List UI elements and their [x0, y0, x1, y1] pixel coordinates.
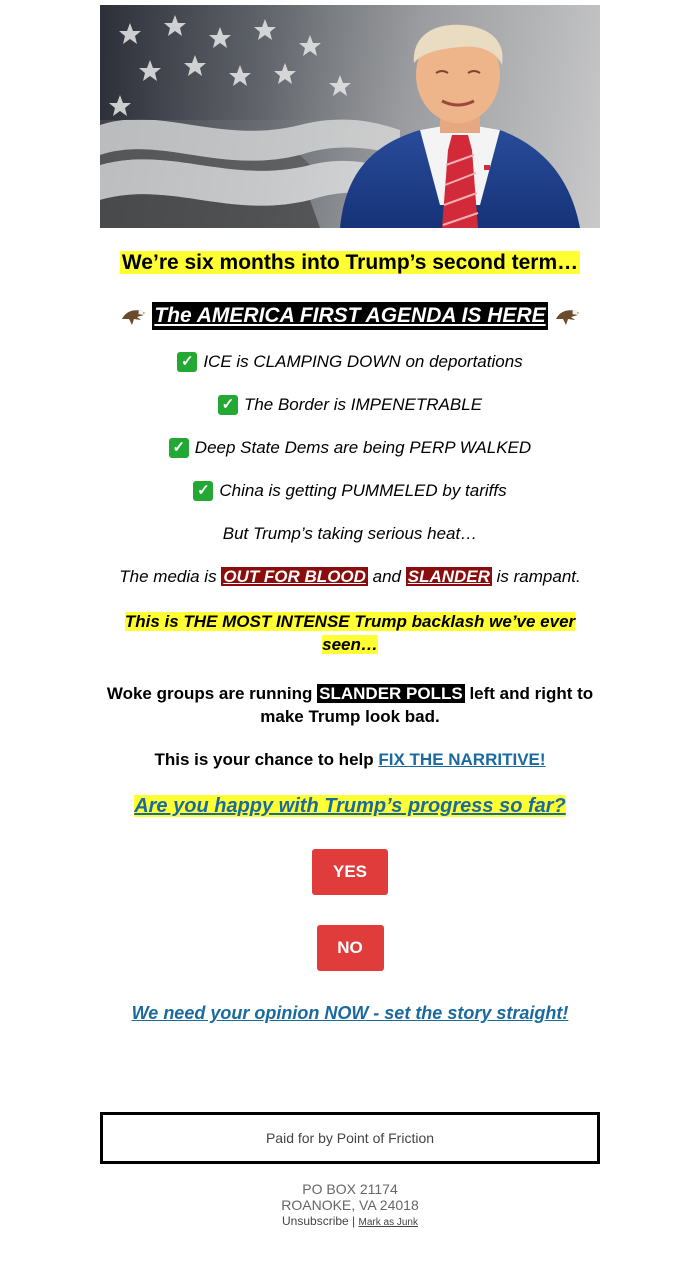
email-body — [100, 0, 600, 1231]
question-text — [100, 793, 600, 819]
heat-text: But Trump’s taking serious heat… — [222, 524, 478, 543]
checklist-item: ✓ ICE is CLAMPING DOWN on deportations — [100, 350, 600, 373]
fix-narrative-link[interactable]: FIX THE NARRITIVE! — [378, 750, 546, 769]
unsubscribe-link[interactable]: Unsubscribe — [282, 1214, 349, 1228]
media-text: The media is OUT FOR BLOOD and SLANDER is rampant. — [119, 567, 581, 586]
paid-for-box: Paid for by Point of Friction — [100, 1112, 600, 1164]
agenda-banner — [100, 302, 600, 330]
check-mark-icon: ✓ — [169, 438, 189, 458]
eagle-icon — [554, 305, 580, 327]
opinion-text — [100, 1001, 600, 1025]
unsubscribe-row: Unsubscribe | Mark as Junk — [282, 1214, 418, 1228]
headline: We’re six months into Trump’s second term… — [121, 251, 579, 274]
trump-flag-photo-icon — [100, 5, 600, 228]
backlash-text: This is THE MOST INTENSE Trump backlash we’ve ever seen… — [124, 612, 576, 654]
opinion-link[interactable]: We need your opinion NOW - set the story straight! — [131, 1003, 569, 1023]
check-mark-icon: ✓ — [218, 395, 238, 415]
checklist-item: ✓ The Border is IMPENETRABLE — [100, 393, 600, 416]
mailing-address: PO BOX 21174 ROANOKE, VA 24018 — [281, 1181, 419, 1213]
slander-polls-highlight: SLANDER POLLS — [319, 684, 463, 703]
yes-button[interactable]: YES — [312, 849, 388, 895]
hero-image[interactable] — [100, 5, 600, 228]
question-link[interactable]: Are you happy with Trump’s progress so far? — [134, 795, 566, 817]
checklist-item: ✓ Deep State Dems are being PERP WALKED — [100, 436, 600, 459]
agenda-text: The AMERICA FIRST AGENDA IS HERE — [152, 302, 547, 330]
check-mark-icon: ✓ — [177, 352, 197, 372]
checklist-item: ✓ China is getting PUMMELED by tariffs — [100, 479, 600, 502]
woke-groups-text: Woke groups are running SLANDER POLLS left and right to make Trump look bad. — [106, 684, 594, 726]
check-mark-icon: ✓ — [193, 481, 213, 501]
chance-text: This is your chance to help FIX THE NARRITIVE! — [154, 750, 546, 769]
mark-as-junk-link[interactable]: Mark as Junk — [358, 1217, 418, 1228]
out-for-blood-highlight: OUT FOR BLOOD — [223, 567, 366, 586]
eagle-icon — [120, 305, 146, 327]
slander-highlight: SLANDER — [407, 567, 490, 586]
no-button[interactable]: NO — [317, 925, 384, 971]
